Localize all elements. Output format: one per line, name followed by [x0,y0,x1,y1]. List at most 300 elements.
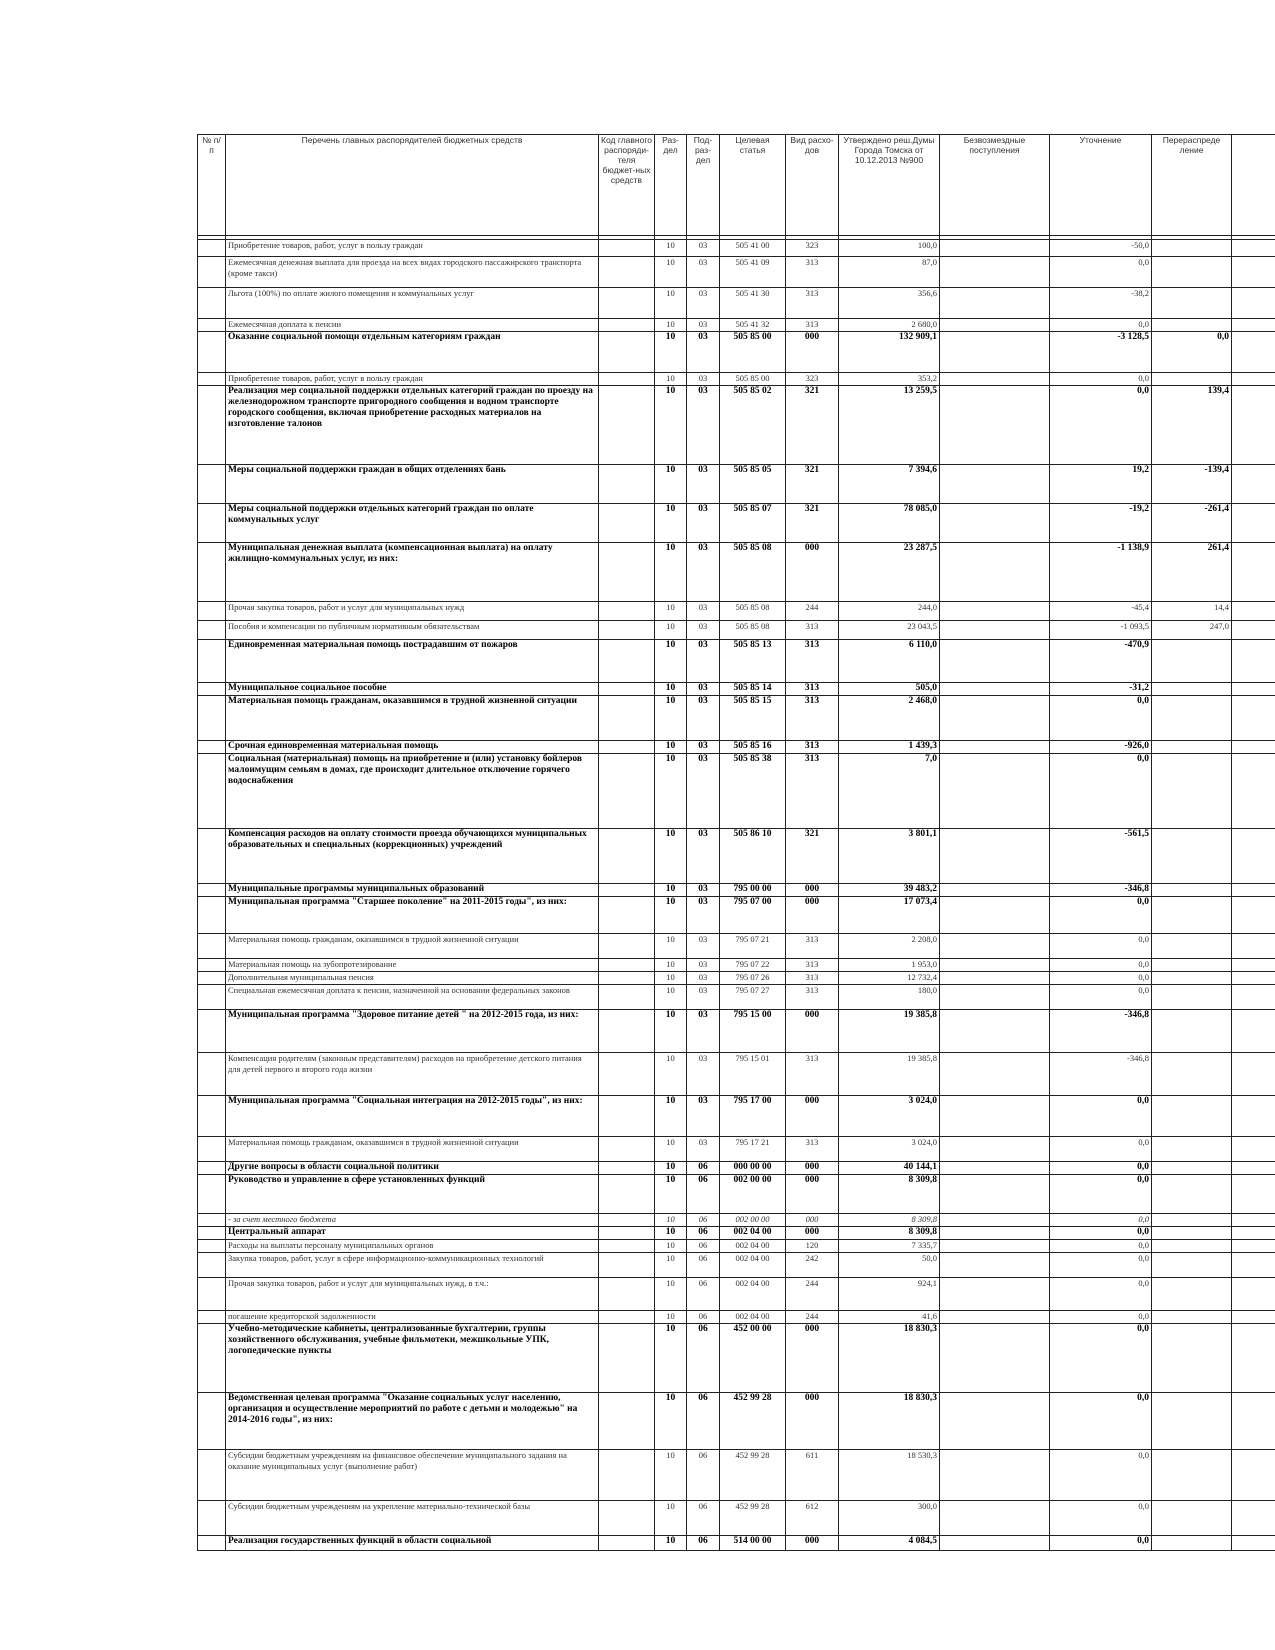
utochnenie-cell: 0,0 [1050,959,1152,972]
celevaya-cell: 505 85 08 [720,543,786,602]
name-cell: Муниципальные программы муниципальных образований [226,884,599,897]
name-cell: Ежемесячная доплата к пенсии [226,319,599,332]
razdel-cell: 10 [655,602,687,621]
header-code: Код главного распоряди-теля бюджет-ных средств [599,135,655,236]
table-row [198,1324,1275,1393]
bezvozm-cell [940,373,1050,386]
num-cell [198,257,226,288]
vid-cell: 313 [786,741,839,754]
name-cell: Центральный аппарат [226,1227,599,1240]
extra-cell [1232,1324,1275,1393]
header-podrazdel: Под-раз-дел [687,135,720,236]
bezvozm-cell [940,257,1050,288]
extra-cell [1232,1010,1275,1053]
table-row [198,934,1275,959]
extra-cell [1232,1137,1275,1162]
bezvozm-cell [940,1311,1050,1324]
podrazdel-cell: 06 [687,1501,720,1536]
name-cell: Муниципальная программа "Здоровое питание детей " на 2012-2015 года, из них: [226,1010,599,1053]
code-cell [599,621,655,640]
pereraspr-cell [1152,1278,1232,1311]
utochnenie-cell: -346,8 [1050,1053,1152,1096]
celevaya-cell: 505 85 00 [720,332,786,373]
razdel-cell: 10 [655,1253,687,1278]
razdel-cell: 10 [655,1240,687,1253]
utochnenie-cell: 0,0 [1050,934,1152,959]
celevaya-cell: 795 07 27 [720,985,786,1010]
vid-cell: 313 [786,621,839,640]
bezvozm-cell [940,1137,1050,1162]
table-row [198,504,1275,543]
razdel-cell: 10 [655,696,687,741]
bezvozm-cell [940,640,1050,683]
num-cell [198,1501,226,1536]
celevaya-cell: 505 85 38 [720,754,786,829]
num-cell [198,240,226,257]
bezvozm-cell [940,897,1050,934]
celevaya-cell: 002 04 00 [720,1253,786,1278]
name-cell: Реализация мер социальной поддержки отдельных категорий граждан по проезду на железнодорожном транспорте пригородного сообщения и водном транспорте городского сообщения, включая приобретение расходных материалов на изготовление талонов [226,386,599,465]
utverzhdeno-cell: 3 024,0 [839,1137,940,1162]
vid-cell: 313 [786,934,839,959]
celevaya-cell: 505 85 02 [720,386,786,465]
table-row [198,1253,1275,1278]
extra-cell [1232,683,1275,696]
extra-cell [1232,741,1275,754]
table-row [198,754,1275,829]
table-row [198,1278,1275,1311]
pereraspr-cell: 247,0 [1152,621,1232,640]
table-row [198,1536,1275,1551]
num-cell [198,1253,226,1278]
name-cell: Руководство и управление в сфере установленных функций [226,1175,599,1214]
table-row [198,829,1275,884]
razdel-cell: 10 [655,897,687,934]
podrazdel-cell: 06 [687,1536,720,1551]
table-row [198,465,1275,504]
podrazdel-cell: 03 [687,1096,720,1137]
bezvozm-cell [940,386,1050,465]
budget-table-sheet [197,134,1275,1551]
pereraspr-cell [1152,1214,1232,1227]
code-cell [599,1175,655,1214]
name-cell: Пособия и компенсации по публичным нормативным обязательствам [226,621,599,640]
utochnenie-cell: 0,0 [1050,1137,1152,1162]
vid-cell: 000 [786,543,839,602]
bezvozm-cell [940,1536,1050,1551]
utverzhdeno-cell: 78 085,0 [839,504,940,543]
num-cell [198,373,226,386]
utverzhdeno-cell: 13 259,5 [839,386,940,465]
celevaya-cell: 795 00 00 [720,884,786,897]
utverzhdeno-cell: 50,0 [839,1253,940,1278]
num-cell [198,1240,226,1253]
celevaya-cell: 452 99 28 [720,1501,786,1536]
code-cell [599,1214,655,1227]
utverzhdeno-cell: 41,6 [839,1311,940,1324]
code-cell [599,1227,655,1240]
razdel-cell: 10 [655,829,687,884]
num-cell [198,319,226,332]
utverzhdeno-cell: 132 909,1 [839,332,940,373]
pereraspr-cell: 261,4 [1152,543,1232,602]
bezvozm-cell [940,959,1050,972]
table-row [198,621,1275,640]
table-body [198,236,1275,1551]
table-row [198,1137,1275,1162]
vid-cell: 313 [786,683,839,696]
table-row [198,985,1275,1010]
razdel-cell: 10 [655,741,687,754]
razdel-cell: 10 [655,240,687,257]
pereraspr-cell [1152,1324,1232,1393]
razdel-cell: 10 [655,1450,687,1501]
extra-cell [1232,319,1275,332]
code-cell [599,959,655,972]
utverzhdeno-cell: 8 309,8 [839,1175,940,1214]
pereraspr-cell [1152,1501,1232,1536]
celevaya-cell: 452 00 00 [720,1324,786,1393]
table-row [198,1450,1275,1501]
bezvozm-cell [940,1393,1050,1450]
table-row [198,1501,1275,1536]
utverzhdeno-cell: 18 830,3 [839,1324,940,1393]
table-row [198,288,1275,319]
table-row [198,696,1275,741]
vid-cell: 000 [786,1096,839,1137]
name-cell: Срочная единовременная материальная помощь [226,741,599,754]
extra-cell [1232,1450,1275,1501]
celevaya-cell: 505 41 09 [720,257,786,288]
bezvozm-cell [940,1053,1050,1096]
pereraspr-cell [1152,884,1232,897]
utverzhdeno-cell: 87,0 [839,257,940,288]
celevaya-cell: 795 15 00 [720,1010,786,1053]
extra-cell [1232,504,1275,543]
code-cell [599,240,655,257]
razdel-cell: 10 [655,1393,687,1450]
extra-cell [1232,1214,1275,1227]
extra-cell [1232,1278,1275,1311]
header-utverzhdeno: Утверждено реш.Думы Города Томска от 10.12.2013 №900 [839,135,940,236]
name-cell: Дополнительная муниципальная пенсия [226,972,599,985]
pereraspr-cell [1152,1010,1232,1053]
num-cell [198,1278,226,1311]
name-cell: Меры социальной поддержки отдельных категорий граждан по оплате коммунальных услуг [226,504,599,543]
utverzhdeno-cell: 8 309,8 [839,1227,940,1240]
name-cell: Приобретение товаров, работ, услуг в пользу граждан [226,240,599,257]
extra-cell [1232,829,1275,884]
num-cell [198,754,226,829]
bezvozm-cell [940,972,1050,985]
razdel-cell: 10 [655,1053,687,1096]
extra-cell [1232,1227,1275,1240]
celevaya-cell: 795 07 00 [720,897,786,934]
num-cell [198,288,226,319]
header-utochnenie: Уточнение [1050,135,1152,236]
podrazdel-cell: 06 [687,1253,720,1278]
table-row [198,1010,1275,1053]
budget-table [197,134,1275,1551]
razdel-cell: 10 [655,754,687,829]
code-cell [599,1162,655,1175]
celevaya-cell: 505 85 05 [720,465,786,504]
razdel-cell: 10 [655,1010,687,1053]
utverzhdeno-cell: 2 680,0 [839,319,940,332]
celevaya-cell: 505 41 00 [720,240,786,257]
name-cell: Субсидии бюджетным учреждениям на укрепление материально-технической базы [226,1501,599,1536]
utverzhdeno-cell: 7,0 [839,754,940,829]
num-cell [198,1162,226,1175]
name-cell: Материальная помощь гражданам, оказавшимся в трудной жизненной ситуации [226,696,599,741]
vid-cell: 313 [786,319,839,332]
code-cell [599,288,655,319]
bezvozm-cell [940,985,1050,1010]
vid-cell: 611 [786,1450,839,1501]
extra-cell [1232,1240,1275,1253]
utverzhdeno-cell: 12 732,4 [839,972,940,985]
pereraspr-cell [1152,741,1232,754]
pereraspr-cell [1152,319,1232,332]
name-cell: Ежемесячная денежная выплата для проезда на всех видах городского пассажирского транспорта (кроме такси) [226,257,599,288]
extra-cell [1232,1096,1275,1137]
bezvozm-cell [940,1096,1050,1137]
bezvozm-cell [940,1227,1050,1240]
utverzhdeno-cell: 6 110,0 [839,640,940,683]
razdel-cell: 10 [655,465,687,504]
table-row [198,240,1275,257]
table-row [198,1393,1275,1450]
pereraspr-cell [1152,1393,1232,1450]
celevaya-cell: 002 00 00 [720,1214,786,1227]
razdel-cell: 10 [655,319,687,332]
utochnenie-cell: 0,0 [1050,1162,1152,1175]
num-cell [198,1137,226,1162]
podrazdel-cell: 03 [687,373,720,386]
name-cell: Закупка товаров, работ, услуг в сфере информационно-коммуникационных технологий [226,1253,599,1278]
utverzhdeno-cell: 7 394,6 [839,465,940,504]
extra-cell [1232,985,1275,1010]
num-cell [198,959,226,972]
extra-cell [1232,1253,1275,1278]
bezvozm-cell [940,504,1050,543]
num-cell [198,465,226,504]
pereraspr-cell [1152,257,1232,288]
code-cell [599,1324,655,1393]
table-row [198,683,1275,696]
header-celevaya: Целевая статья [720,135,786,236]
utochnenie-cell: -470,9 [1050,640,1152,683]
utochnenie-cell: 0,0 [1050,972,1152,985]
celevaya-cell: 795 17 21 [720,1137,786,1162]
utochnenie-cell: 0,0 [1050,1311,1152,1324]
vid-cell: 321 [786,465,839,504]
utverzhdeno-cell: 356,6 [839,288,940,319]
extra-cell [1232,602,1275,621]
bezvozm-cell [940,1162,1050,1175]
table-row [198,1175,1275,1214]
podrazdel-cell: 03 [687,741,720,754]
pereraspr-cell: -261,4 [1152,504,1232,543]
podrazdel-cell: 06 [687,1311,720,1324]
pereraspr-cell: 139,4 [1152,386,1232,465]
razdel-cell: 10 [655,959,687,972]
utochnenie-cell: -561,5 [1050,829,1152,884]
vid-cell: 120 [786,1240,839,1253]
celevaya-cell: 505 41 30 [720,288,786,319]
utochnenie-cell: 0,0 [1050,1214,1152,1227]
extra-cell [1232,754,1275,829]
num-cell [198,683,226,696]
num-cell [198,332,226,373]
table-row [198,373,1275,386]
num-cell [198,1096,226,1137]
celevaya-cell: 002 04 00 [720,1311,786,1324]
razdel-cell: 10 [655,386,687,465]
utverzhdeno-cell: 8 309,8 [839,1214,940,1227]
bezvozm-cell [940,754,1050,829]
name-cell: Компенсация расходов на оплату стоимости проезда обучающихся муниципальных образовательных и специальных (коррекционных) учреждений [226,829,599,884]
extra-cell [1232,288,1275,319]
razdel-cell: 10 [655,1162,687,1175]
vid-cell: 000 [786,1227,839,1240]
podrazdel-cell: 03 [687,754,720,829]
name-cell: Расходы на выплаты персоналу муниципальных органов [226,1240,599,1253]
header-name: Перечень главных распорядителей бюджетных средств [226,135,599,236]
vid-cell: 244 [786,1311,839,1324]
pereraspr-cell [1152,696,1232,741]
table-row [198,897,1275,934]
code-cell [599,829,655,884]
celevaya-cell: 505 85 00 [720,373,786,386]
podrazdel-cell: 03 [687,696,720,741]
vid-cell: 242 [786,1253,839,1278]
utverzhdeno-cell: 505,0 [839,683,940,696]
podrazdel-cell: 03 [687,640,720,683]
utverzhdeno-cell: 40 144,1 [839,1162,940,1175]
code-cell [599,257,655,288]
pereraspr-cell [1152,1096,1232,1137]
name-cell: Муниципальное социальное пособие [226,683,599,696]
utverzhdeno-cell: 23 287,5 [839,543,940,602]
vid-cell: 000 [786,1162,839,1175]
name-cell: Муниципальная программа "Социальная интеграция на 2012-2015 годы", из них: [226,1096,599,1137]
code-cell [599,741,655,754]
vid-cell: 313 [786,257,839,288]
bezvozm-cell [940,1324,1050,1393]
pereraspr-cell [1152,373,1232,386]
podrazdel-cell: 03 [687,621,720,640]
utochnenie-cell: 0,0 [1050,1278,1152,1311]
header-num: № п/п [198,135,226,236]
pereraspr-cell: -139,4 [1152,465,1232,504]
vid-cell: 313 [786,1053,839,1096]
pereraspr-cell [1152,1175,1232,1214]
utochnenie-cell: 0,0 [1050,1240,1152,1253]
name-cell: Реализация государственных функций в области социальной [226,1536,599,1551]
podrazdel-cell: 03 [687,1137,720,1162]
bezvozm-cell [940,465,1050,504]
vid-cell: 000 [786,1393,839,1450]
razdel-cell: 10 [655,373,687,386]
razdel-cell: 10 [655,884,687,897]
utochnenie-cell: 0,0 [1050,897,1152,934]
pereraspr-cell [1152,934,1232,959]
podrazdel-cell: 03 [687,972,720,985]
extra-cell [1232,1393,1275,1450]
vid-cell: 313 [786,985,839,1010]
vid-cell: 313 [786,972,839,985]
podrazdel-cell: 03 [687,465,720,504]
code-cell [599,683,655,696]
razdel-cell: 10 [655,1501,687,1536]
vid-cell: 323 [786,240,839,257]
podrazdel-cell: 03 [687,386,720,465]
celevaya-cell: 505 85 08 [720,621,786,640]
pereraspr-cell: 14,4 [1152,602,1232,621]
extra-cell [1232,1162,1275,1175]
utverzhdeno-cell: 4 084,5 [839,1536,940,1551]
num-cell [198,696,226,741]
utochnenie-cell: 0,0 [1050,1175,1152,1214]
razdel-cell: 10 [655,934,687,959]
code-cell [599,1536,655,1551]
utverzhdeno-cell: 100,0 [839,240,940,257]
num-cell [198,934,226,959]
celevaya-cell: 795 07 26 [720,972,786,985]
num-cell [198,985,226,1010]
utverzhdeno-cell: 180,0 [839,985,940,1010]
table-row [198,959,1275,972]
num-cell [198,972,226,985]
podrazdel-cell: 03 [687,683,720,696]
code-cell [599,332,655,373]
celevaya-cell: 505 85 13 [720,640,786,683]
pereraspr-cell [1152,1253,1232,1278]
utverzhdeno-cell: 1 953,0 [839,959,940,972]
num-cell [198,1214,226,1227]
pereraspr-cell [1152,1137,1232,1162]
num-cell [198,1010,226,1053]
name-cell: Льгота (100%) по оплате жилого помещения и коммунальных услуг [226,288,599,319]
pereraspr-cell: 0,0 [1152,332,1232,373]
header-extra [1232,135,1275,236]
vid-cell: 313 [786,1137,839,1162]
bezvozm-cell [940,1010,1050,1053]
razdel-cell: 10 [655,1137,687,1162]
razdel-cell: 10 [655,683,687,696]
extra-cell [1232,257,1275,288]
podrazdel-cell: 06 [687,1175,720,1214]
celevaya-cell: 000 00 00 [720,1162,786,1175]
podrazdel-cell: 03 [687,288,720,319]
pereraspr-cell [1152,1536,1232,1551]
vid-cell: 313 [786,696,839,741]
table-row [198,1096,1275,1137]
num-cell [198,1227,226,1240]
pereraspr-cell [1152,640,1232,683]
utochnenie-cell: 0,0 [1050,985,1152,1010]
utochnenie-cell: 0,0 [1050,1324,1152,1393]
vid-cell: 313 [786,754,839,829]
podrazdel-cell: 03 [687,1053,720,1096]
vid-cell: 000 [786,1536,839,1551]
celevaya-cell: 002 04 00 [720,1240,786,1253]
podrazdel-cell: 06 [687,1227,720,1240]
bezvozm-cell [940,1240,1050,1253]
celevaya-cell: 505 41 32 [720,319,786,332]
podrazdel-cell: 03 [687,1010,720,1053]
